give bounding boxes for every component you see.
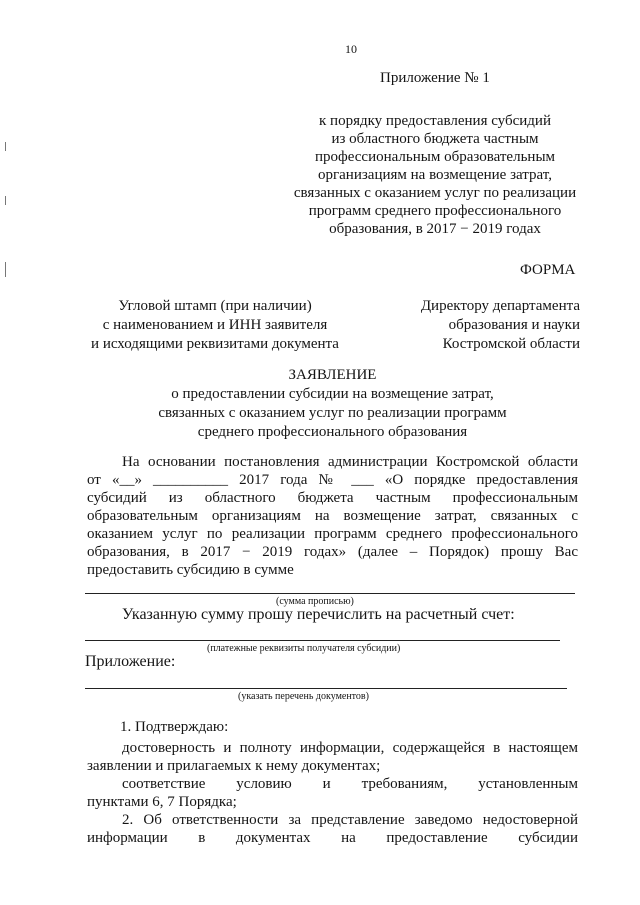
page-number: 10: [345, 42, 357, 56]
amount-field-line: [85, 593, 575, 594]
stamp-line: Угловой штамп (при наличии): [118, 298, 312, 314]
transfer-text: Указанную сумму прошу перечислить на расчетный счет:: [122, 606, 515, 623]
appendix-title: Приложение № 1: [380, 70, 490, 86]
attachment-label: Приложение:: [85, 653, 176, 670]
body-line: образовательным организациям на возмещение затрат, связанных с: [87, 508, 578, 524]
body-last-line: предоставить субсидию в сумме: [87, 562, 294, 578]
stamp-line: и исходящими реквизитами документа: [91, 336, 339, 352]
responsibility-line: информации в документах на предоставление субсидии: [87, 830, 578, 846]
scan-edge-mark: [5, 196, 6, 205]
confirm-item-line: заявлении и прилагаемых к нему документах;: [87, 758, 381, 774]
body-line: от «__» __________ 2017 года № ___ «О порядке предоставления: [87, 472, 578, 488]
body-line: оказанием услуг по реализации программ среднего профессионального: [87, 526, 578, 542]
ref-line: профессиональным образовательным: [314, 149, 556, 165]
body-line: субсидий из областного бюджета частным профессиональным: [87, 490, 578, 506]
body-line: На основании постановления администрации Костромской области: [122, 454, 578, 470]
ref-line: программ среднего профессионального: [308, 203, 562, 219]
documents-line: [85, 688, 567, 689]
statement-subtitle-line: о предоставлении субсидии на возмещение затрат,: [171, 386, 494, 402]
addressee-line: образования и науки: [448, 317, 580, 333]
amount-caption: (сумма прописью): [276, 596, 354, 607]
confirm-heading: 1. Подтверждаю:: [120, 719, 229, 735]
confirm-item-line: пунктами 6, 7 Порядка;: [87, 794, 237, 810]
confirm-item-line: достоверность и полноту информации, содержащейся в настоящем: [122, 740, 578, 756]
ref-line: из областного бюджета частным: [331, 131, 539, 147]
confirm-item-line: соответствие условию и требованиям, установленным: [122, 776, 578, 792]
stamp-line: с наименованием и ИНН заявителя: [102, 317, 328, 333]
scan-edge-mark: [5, 142, 6, 151]
documents-caption: (указать перечень документов): [238, 691, 369, 702]
bank-caption: (платежные реквизиты получателя субсидии): [207, 643, 401, 654]
appendix-reference: [270, 112, 600, 238]
addressee-block: [400, 297, 580, 354]
stamp-block: [80, 297, 350, 354]
statement-subtitle-line: среднего профессионального образования: [197, 424, 468, 440]
statement-title: ЗАЯВЛЕНИЕ: [288, 367, 377, 383]
form-label: ФОРМА: [520, 262, 576, 278]
ref-line: образования, в 2017 − 2019 годах: [329, 221, 541, 237]
addressee-line: Директору департамента: [420, 298, 580, 314]
ref-line: к порядку предоставления субсидий: [319, 113, 551, 129]
responsibility-line: 2. Об ответственности за представление заведомо недостоверной: [122, 812, 578, 828]
ref-line: организациям на возмещение затрат,: [318, 167, 552, 183]
addressee-line: Костромской области: [442, 336, 580, 352]
statement-heading: [90, 366, 575, 442]
statement-subtitle-line: связанных с оказанием услуг по реализации программ: [158, 405, 507, 421]
body-line: образования, в 2017 − 2019 годах» (далее – Порядок) прошу Вас: [87, 544, 578, 560]
scan-edge-mark: [5, 262, 6, 277]
ref-line: связанных с оказанием услуг по реализации: [293, 185, 577, 201]
bank-details-line: [85, 640, 560, 641]
